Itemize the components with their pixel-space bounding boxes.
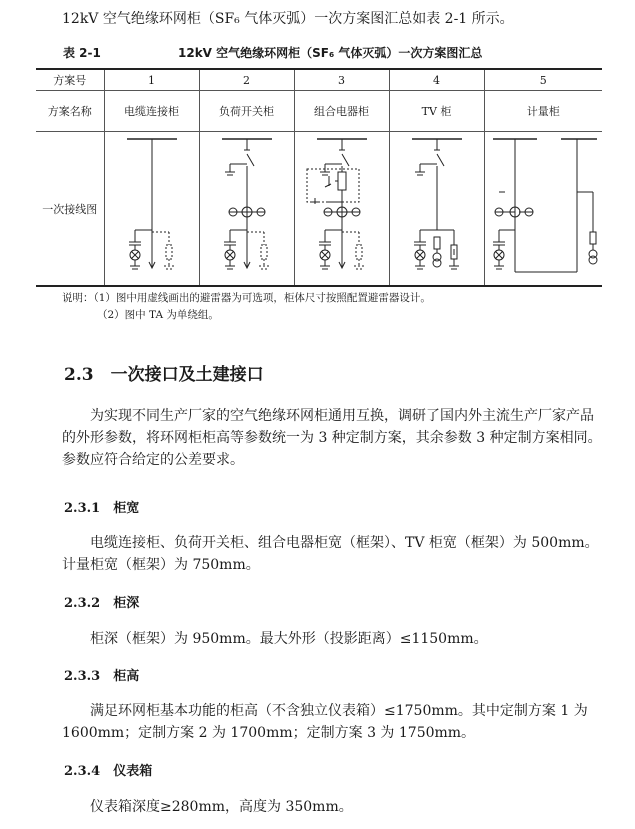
table-note-2: （2）图中 TA 为单绕组。 — [97, 309, 219, 321]
table-number: 表 2-1 — [63, 46, 101, 60]
scheme-table — [36, 68, 602, 287]
scheme-no-4: 4 — [389, 69, 484, 91]
wiring-diagram-4 — [389, 132, 484, 287]
intro-sentence: 12kV 空气绝缘环网柜（SF₆ 气体灭弧）一次方案图汇总如表 2-1 所示。 — [62, 11, 514, 27]
tv-cabinet-diagram-icon — [390, 132, 485, 285]
scheme-name-4: TV 柜 — [389, 91, 484, 132]
table-row — [36, 91, 602, 132]
scheme-name-3: 组合电器柜 — [294, 91, 389, 132]
wiring-diagram-1 — [104, 132, 199, 287]
section-paragraph: 为实现不同生产厂家的空气绝缘环网柜通用互换，调研了国内外主流生产厂家产品的外形参数，将环网柜柜高等参数统一为 3 种定制方案，其余参数 3 种定制方案相同。参数应符合给定的公差要求。 — [62, 408, 602, 468]
load-switch-diagram-icon — [200, 132, 295, 285]
subsection-text-depth: 柜深（框架）为 950mm。最大外形（投影距离）≤1150mm。 — [90, 631, 488, 647]
scheme-no-1: 1 — [104, 69, 199, 91]
metering-cabinet-diagram-icon — [485, 132, 603, 285]
table-row — [36, 132, 602, 287]
table-title: 12kV 空气绝缘环网柜（SF₆ 气体灭弧）一次方案图汇总 — [178, 46, 483, 60]
cable-connection-diagram-icon — [105, 132, 200, 285]
table-note-1: 说明：（1）图中用虚线画出的避雷器为可选项，柜体尺寸按照配置避雷器设计。 — [62, 292, 431, 304]
wiring-diagram-5 — [484, 132, 602, 287]
subsection-heading-width: 2.3.1 柜宽 — [64, 501, 140, 516]
scheme-no-3: 3 — [294, 69, 389, 91]
section-heading: 2.3 一次接口及土建接口 — [64, 365, 264, 385]
wiring-diagram-2 — [199, 132, 294, 287]
subsection-heading-height: 2.3.3 柜高 — [64, 669, 140, 684]
subsection-heading-depth: 2.3.2 柜深 — [64, 596, 140, 611]
subsection-text-width: 电缆连接柜、负荷开关柜、组合电器柜宽（框架）、TV 柜宽（框架）为 500mm。计量柜宽（框架）为 750mm。 — [62, 535, 599, 573]
row-label-wiring: 一次接线图 — [36, 132, 104, 287]
row-label-scheme-no: 方案号 — [36, 69, 104, 91]
scheme-no-5: 5 — [484, 69, 602, 91]
table-row — [36, 69, 602, 91]
scheme-no-2: 2 — [199, 69, 294, 91]
wiring-diagram-3 — [294, 132, 389, 287]
subsection-heading-instrument-box: 2.3.4 仪表箱 — [64, 764, 153, 779]
subsection-text-instrument-box: 仪表箱深度≥280mm，高度为 350mm。 — [90, 799, 353, 815]
subsection-text-height: 满足环网柜基本功能的柜高（不含独立仪表箱）≤1750mm。其中定制方案 1 为 1600mm；定制方案 2 为 1700mm；定制方案 3 为 1750mm。 — [62, 703, 588, 741]
scheme-name-1: 电缆连接柜 — [104, 91, 199, 132]
scheme-name-5: 计量柜 — [484, 91, 602, 132]
row-label-scheme-name: 方案名称 — [36, 91, 104, 132]
scheme-name-2: 负荷开关柜 — [199, 91, 294, 132]
combination-apparatus-diagram-icon — [295, 132, 390, 285]
